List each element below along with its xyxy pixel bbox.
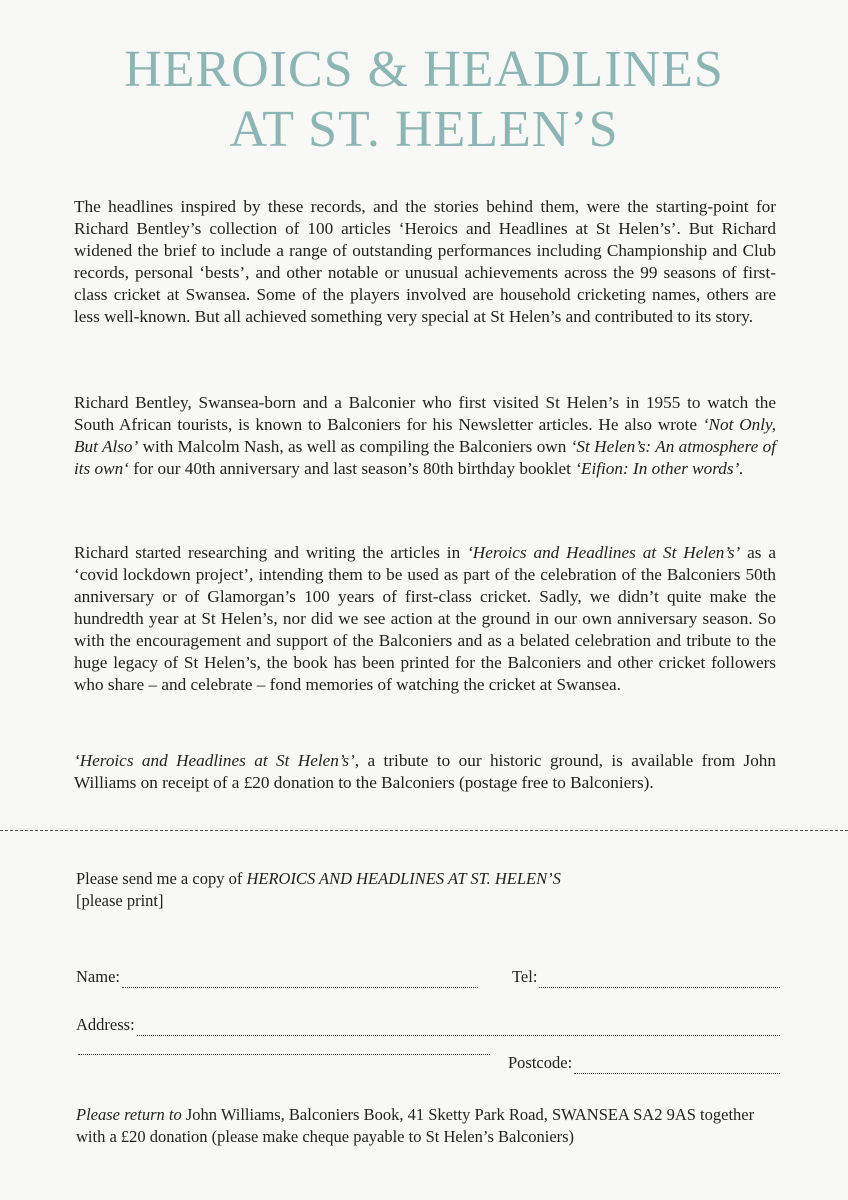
address-input-line[interactable]	[137, 1020, 780, 1036]
address-input-line-2[interactable]	[78, 1054, 490, 1055]
paragraph-availability	[74, 750, 776, 794]
address-label: Address:	[76, 1015, 135, 1034]
page-title-line-2: AT ST. HELEN’S	[229, 101, 619, 158]
paragraph-project-text-a: Richard started researching and writing the articles in	[74, 543, 468, 562]
order-request-line	[76, 868, 561, 890]
return-instructions	[76, 1104, 786, 1148]
postcode-field[interactable]	[508, 1052, 780, 1074]
return-instructions-text: John Williams, Balconiers Book, 41 Sketty Park Road, SWANSEA SA2 9AS together with a £20 donation (please make cheque payable to St Helen’s Balconiers)	[76, 1105, 755, 1146]
tel-input-line[interactable]	[539, 972, 780, 988]
return-instructions-prefix: Please return to	[76, 1105, 182, 1124]
paragraph-project-text-c: as a ‘covid lockdown project’, intending them to be used as part of the celebration of the Balconiers 50th anniversary or of Glamorgan’s 100 years of first-class cricket. Sadly, we didn’t quite make the hundredth year at St Helen’s, nor did we see action at the ground in our own anniversary season. So with the encouragement and support of the Balconiers and as a belated celebration and tribute to the huge legacy of St Helen’s, the book has been printed for the Balconiers and other cricket followers who share – and celebrate – fond memories of watching the cricket at Swansea.	[74, 543, 776, 694]
paragraph-author-text-a: Richard Bentley, Swansea-born and a Balconier who first visited St Helen’s in 1955 to watch the South African tourists, is known to Balconiers for his Newsletter articles. He also wrote	[74, 393, 776, 434]
book-title-not-only-but-also: ‘Not Only, But Also’	[74, 415, 776, 456]
paragraph-author	[74, 392, 776, 480]
paragraph-project	[74, 542, 776, 696]
order-request-prefix: Please send me a copy of	[76, 869, 247, 888]
name-field[interactable]	[76, 966, 478, 988]
postcode-input-line[interactable]	[574, 1058, 780, 1074]
paragraph-author-text-e: for our 40th anniversary and last season’s 80th birthday booklet	[128, 459, 576, 478]
tel-label: Tel:	[512, 967, 538, 986]
print-note: [please print]	[76, 891, 164, 910]
order-book-title: HEROICS AND HEADLINES AT ST. HELEN’S	[246, 869, 561, 888]
paragraph-author-text-c: with Malcolm Nash, as well as compiling the Balconiers own	[138, 437, 571, 456]
book-title-atmosphere: ‘St Helen’s: An atmosphere of its own‘	[74, 437, 776, 478]
page-title-line-1: HEROICS & HEADLINES	[124, 41, 724, 98]
paragraph-intro: The headlines inspired by these records, and the stories behind them, were the starting-point for Richard Bentley’s collection of 100 articles ‘Heroics and Headlines at St Helen’s’. But Richard widened the brief to include a range of outstanding performances including Championship and Club records, personal ‘bests’, and other notable or unusual achievements across the 99 seasons of first-class cricket at Swansea. Some of the players involved are household cricketing names, others are less well-known. But all achieved something very special at St Helen’s and contributed to its story.	[74, 197, 776, 326]
name-label: Name:	[76, 967, 120, 986]
tel-field[interactable]	[512, 966, 780, 988]
address-field[interactable]	[76, 1014, 780, 1036]
paragraph-availability-text: , a tribute to our historic ground, is available from John Williams on receipt of a £20 donation to the Balconiers (postage free to Balconiers).	[74, 751, 776, 792]
name-input-line[interactable]	[122, 972, 478, 988]
cut-line-divider	[0, 830, 848, 831]
book-title-eifion: ‘Eifion: In other words’.	[575, 459, 744, 478]
book-title-heroics: ‘Heroics and Headlines at St Helen’s’	[467, 543, 741, 562]
postcode-label: Postcode:	[508, 1053, 573, 1072]
book-title-heroics-availability: ‘Heroics and Headlines at St Helen’s’	[74, 751, 355, 770]
